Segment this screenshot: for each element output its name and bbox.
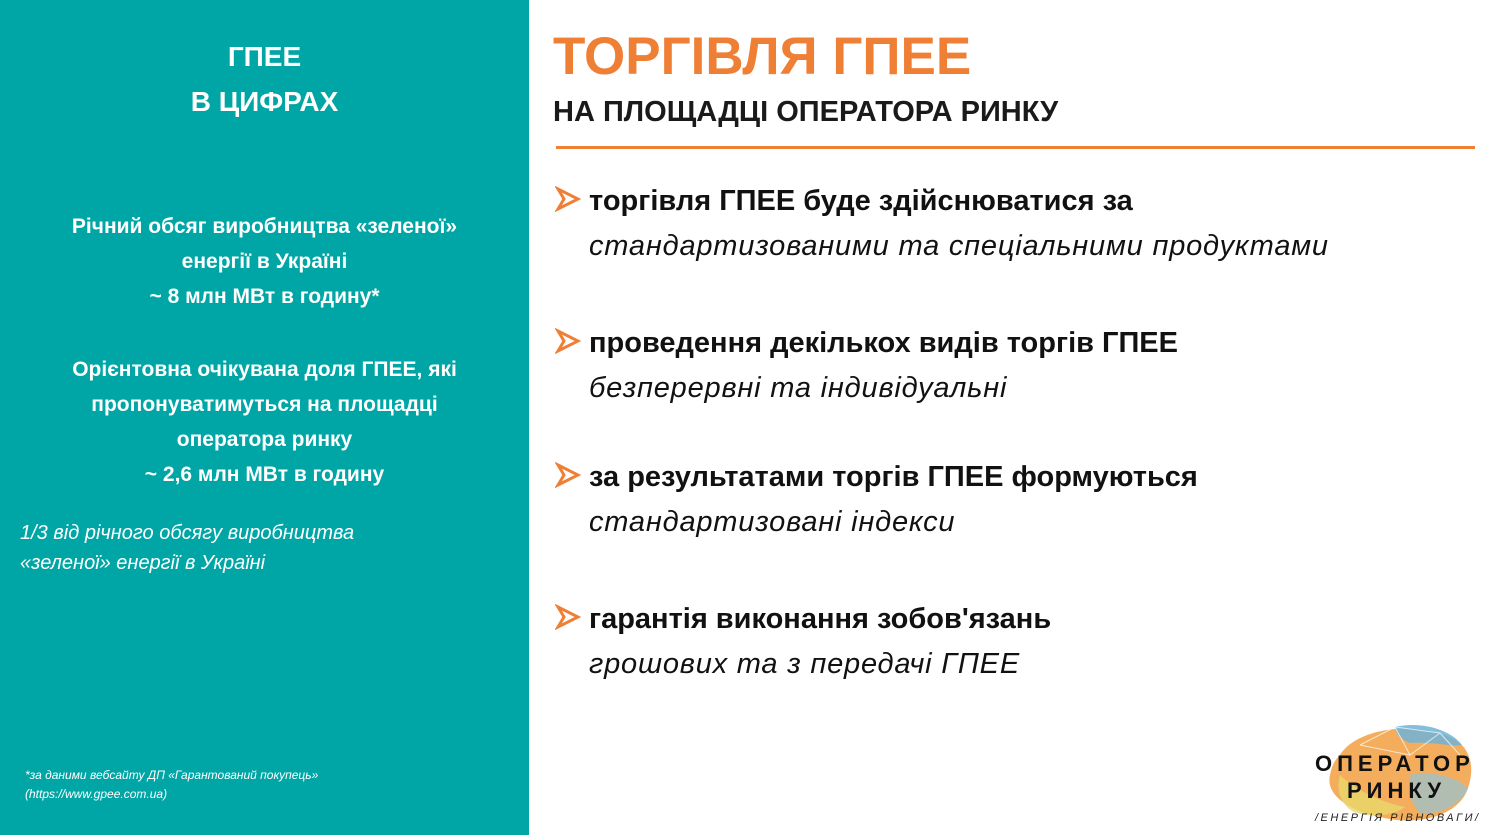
panel-title-line1: ГПЕЕ bbox=[227, 41, 302, 72]
fact-line: ~ 8 млн МВт в годину* bbox=[149, 285, 380, 308]
fact-line: енергії в Україні bbox=[181, 250, 348, 273]
bullet-heading: гарантія виконання зобов'язань bbox=[589, 603, 1052, 635]
page-title: ТОРГІВЛЯ ГПЕЕ bbox=[553, 27, 972, 86]
fact-expected-share bbox=[20, 352, 509, 492]
fact-line: Річний обсяг виробництва «зеленої» bbox=[71, 215, 458, 238]
page-subtitle: НА ПЛОЩАДЦІ ОПЕРАТОРА РИНКУ bbox=[553, 96, 1059, 128]
market-operator-logo bbox=[1300, 715, 1485, 835]
logo-text-line1: ОПЕРАТОР bbox=[1315, 751, 1475, 776]
fact-line: оператора ринку bbox=[176, 428, 353, 451]
logo-tagline: /ЕНЕРГІЯ РІВНОВАГИ/ bbox=[1315, 812, 1481, 824]
bullet-detail: стандартизованими та спеціальними продуктами bbox=[589, 230, 1329, 262]
footnote-url: (https://www.gpee.com.ua) bbox=[25, 787, 168, 801]
source-footnote bbox=[25, 766, 425, 804]
arrowhead-right-outline-icon bbox=[555, 186, 581, 212]
bullet-detail: стандартизовані індекси bbox=[589, 506, 956, 538]
note-line: «зеленої» енергії в Україні bbox=[20, 552, 266, 574]
fact-line: пропонуватимуться на площадці bbox=[91, 393, 438, 416]
fact-line: Орієнтовна очікувана доля ГПЕЕ, які bbox=[72, 358, 457, 381]
bullet-heading: торгівля ГПЕЕ буде здійснюватися за bbox=[589, 185, 1133, 217]
panel-title-line2: В ЦИФРАХ bbox=[190, 86, 339, 117]
footnote-line: *за даними вебсайту ДП «Гарантований покупець» bbox=[25, 768, 319, 782]
title-divider bbox=[556, 146, 1475, 149]
arrowhead-right-outline-icon bbox=[555, 604, 581, 630]
bullet-detail: безперервні та індивідуальні bbox=[589, 372, 1008, 404]
fact-line: ~ 2,6 млн МВт в годину bbox=[144, 463, 385, 486]
share-note bbox=[20, 518, 500, 578]
bullet-heading: проведення декількох видів торгів ГПЕЕ bbox=[589, 327, 1178, 359]
fact-annual-production bbox=[20, 209, 509, 314]
arrowhead-right-outline-icon bbox=[555, 462, 581, 488]
note-line: 1/3 від річного обсягу виробництва bbox=[20, 522, 355, 544]
bullet-heading: за результатами торгів ГПЕЕ формуються bbox=[589, 461, 1198, 493]
bullet-detail: грошових та з передачі ГПЕЕ bbox=[589, 648, 1020, 680]
logo-text-line2: РИНКУ bbox=[1347, 778, 1447, 803]
left-panel bbox=[0, 0, 529, 835]
arrowhead-right-outline-icon bbox=[555, 328, 581, 354]
